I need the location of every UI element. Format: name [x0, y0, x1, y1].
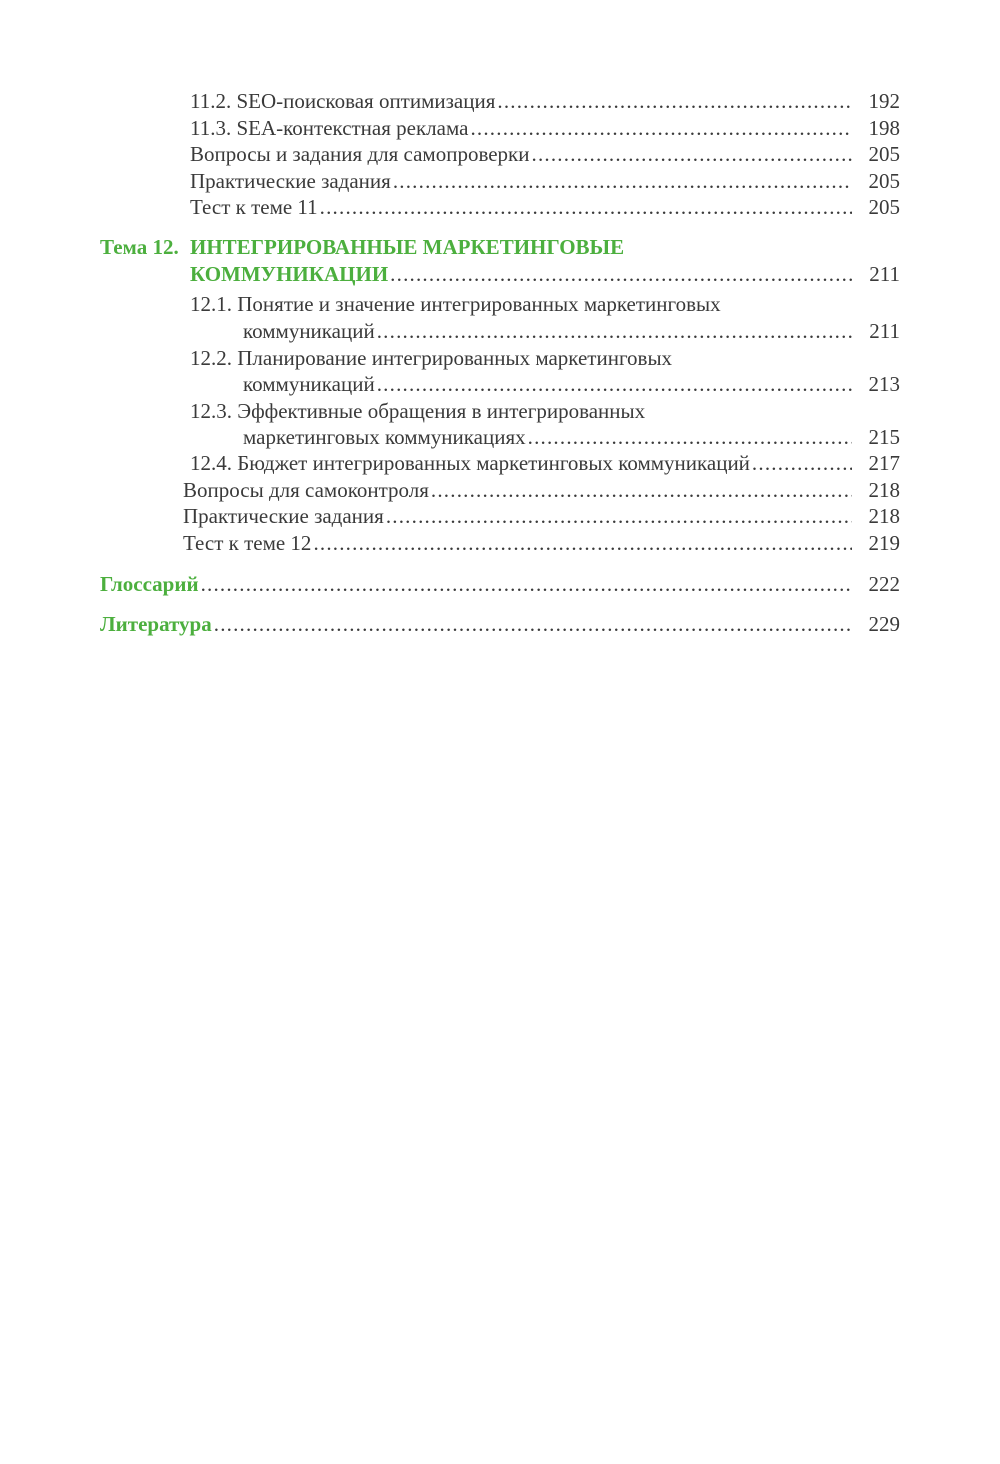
toc-entry-practice-11[interactable] — [0, 168, 1000, 194]
toc-entry-12-2-line2[interactable] — [0, 371, 1000, 397]
dot-leader — [377, 318, 852, 344]
dot-leader — [386, 503, 852, 529]
dot-leader — [431, 477, 852, 503]
dot-leader — [528, 424, 852, 450]
dot-leader — [313, 530, 852, 556]
toc-entry-title: Тест к теме 11 — [190, 195, 318, 219]
toc-page-number: 217 — [868, 451, 900, 475]
toc-page-number: 229 — [868, 612, 900, 636]
toc-entry-title: 12.1. Понятие и значение интегрированных маркетинговых — [190, 292, 721, 316]
toc-entry-title: Вопросы для самоконтроля — [183, 478, 429, 502]
toc-page-number: 205 — [868, 142, 900, 166]
toc-entry-test-12[interactable] — [0, 530, 1000, 556]
toc-page-number: 211 — [869, 319, 900, 343]
toc-page-number: 205 — [868, 169, 900, 193]
toc-page-number: 213 — [868, 372, 900, 396]
toc-entry-literature[interactable] — [0, 611, 1000, 637]
dot-leader — [497, 88, 852, 114]
toc-entry-glossary[interactable] — [0, 571, 1000, 597]
toc-entry-title: Практические задания — [190, 169, 391, 193]
topic-title-continued: КОММУНИКАЦИИ — [190, 262, 389, 286]
toc-entry-title: Глоссарий — [100, 572, 199, 596]
toc-entry-title: Практические задания — [183, 504, 384, 528]
toc-topic-12-line1[interactable] — [0, 234, 1000, 260]
toc-page-number: 218 — [868, 478, 900, 502]
dot-leader — [214, 611, 852, 637]
toc-entry-11-3[interactable] — [0, 115, 1000, 141]
toc-entry-test-11[interactable] — [0, 194, 1000, 220]
toc-entry-practice-12[interactable] — [0, 503, 1000, 529]
toc-page-number: 205 — [868, 195, 900, 219]
toc-entry-12-3-line2[interactable] — [0, 424, 1000, 450]
topic-prefix: Тема 12. — [100, 235, 179, 259]
dot-leader — [320, 194, 852, 220]
toc-page-number: 198 — [868, 116, 900, 140]
toc-entry-title: Тест к теме 12 — [183, 531, 312, 555]
toc-entry-12-3-line1[interactable] — [0, 398, 1000, 424]
toc-page-number: 215 — [868, 425, 900, 449]
toc-entry-questions-12[interactable] — [0, 477, 1000, 503]
toc-entry-title: Литература — [100, 612, 212, 636]
dot-leader — [377, 371, 852, 397]
dot-leader — [752, 450, 852, 476]
toc-entry-title: 12.2. Планирование интегрированных маркетинговых — [190, 346, 673, 370]
toc-entry-title-continued: маркетинговых коммуникациях — [243, 425, 526, 449]
dot-leader — [393, 168, 852, 194]
dot-leader — [390, 261, 852, 287]
toc-page-number: 192 — [868, 89, 900, 113]
toc-topic-12-line2[interactable] — [0, 261, 1000, 287]
toc-entry-title: Вопросы и задания для самопроверки — [190, 142, 530, 166]
toc-page-number: 222 — [868, 572, 900, 596]
toc-entry-12-2-line1[interactable] — [0, 345, 1000, 371]
toc-entry-12-1-line1[interactable] — [0, 291, 1000, 317]
dot-leader — [532, 141, 853, 167]
dot-leader — [470, 115, 852, 141]
toc-page-number: 218 — [868, 504, 900, 528]
toc-entry-12-1-line2[interactable] — [0, 318, 1000, 344]
toc-page-number: 219 — [868, 531, 900, 555]
toc-entry-title-continued: коммуникаций — [243, 372, 375, 396]
toc-entry-title: 11.2. SEO-поисковая оптимизация — [190, 89, 496, 113]
toc-entry-title: 12.4. Бюджет интегрированных маркетинговых коммуникаций — [190, 451, 750, 475]
toc-entry-questions-11[interactable] — [0, 141, 1000, 167]
toc-entry-title-continued: коммуникаций — [243, 319, 375, 343]
toc-entry-title: 11.3. SEA-контекстная реклама — [190, 116, 469, 140]
toc-entry-12-4[interactable] — [0, 450, 1000, 476]
dot-leader — [201, 571, 852, 597]
topic-title: ИНТЕГРИРОВАННЫЕ МАРКЕТИНГОВЫЕ — [190, 235, 625, 259]
toc-page-number: 211 — [869, 262, 900, 286]
toc-entry-title: 12.3. Эффективные обращения в интегрированных — [190, 399, 646, 423]
toc-entry-11-2[interactable] — [0, 88, 1000, 114]
